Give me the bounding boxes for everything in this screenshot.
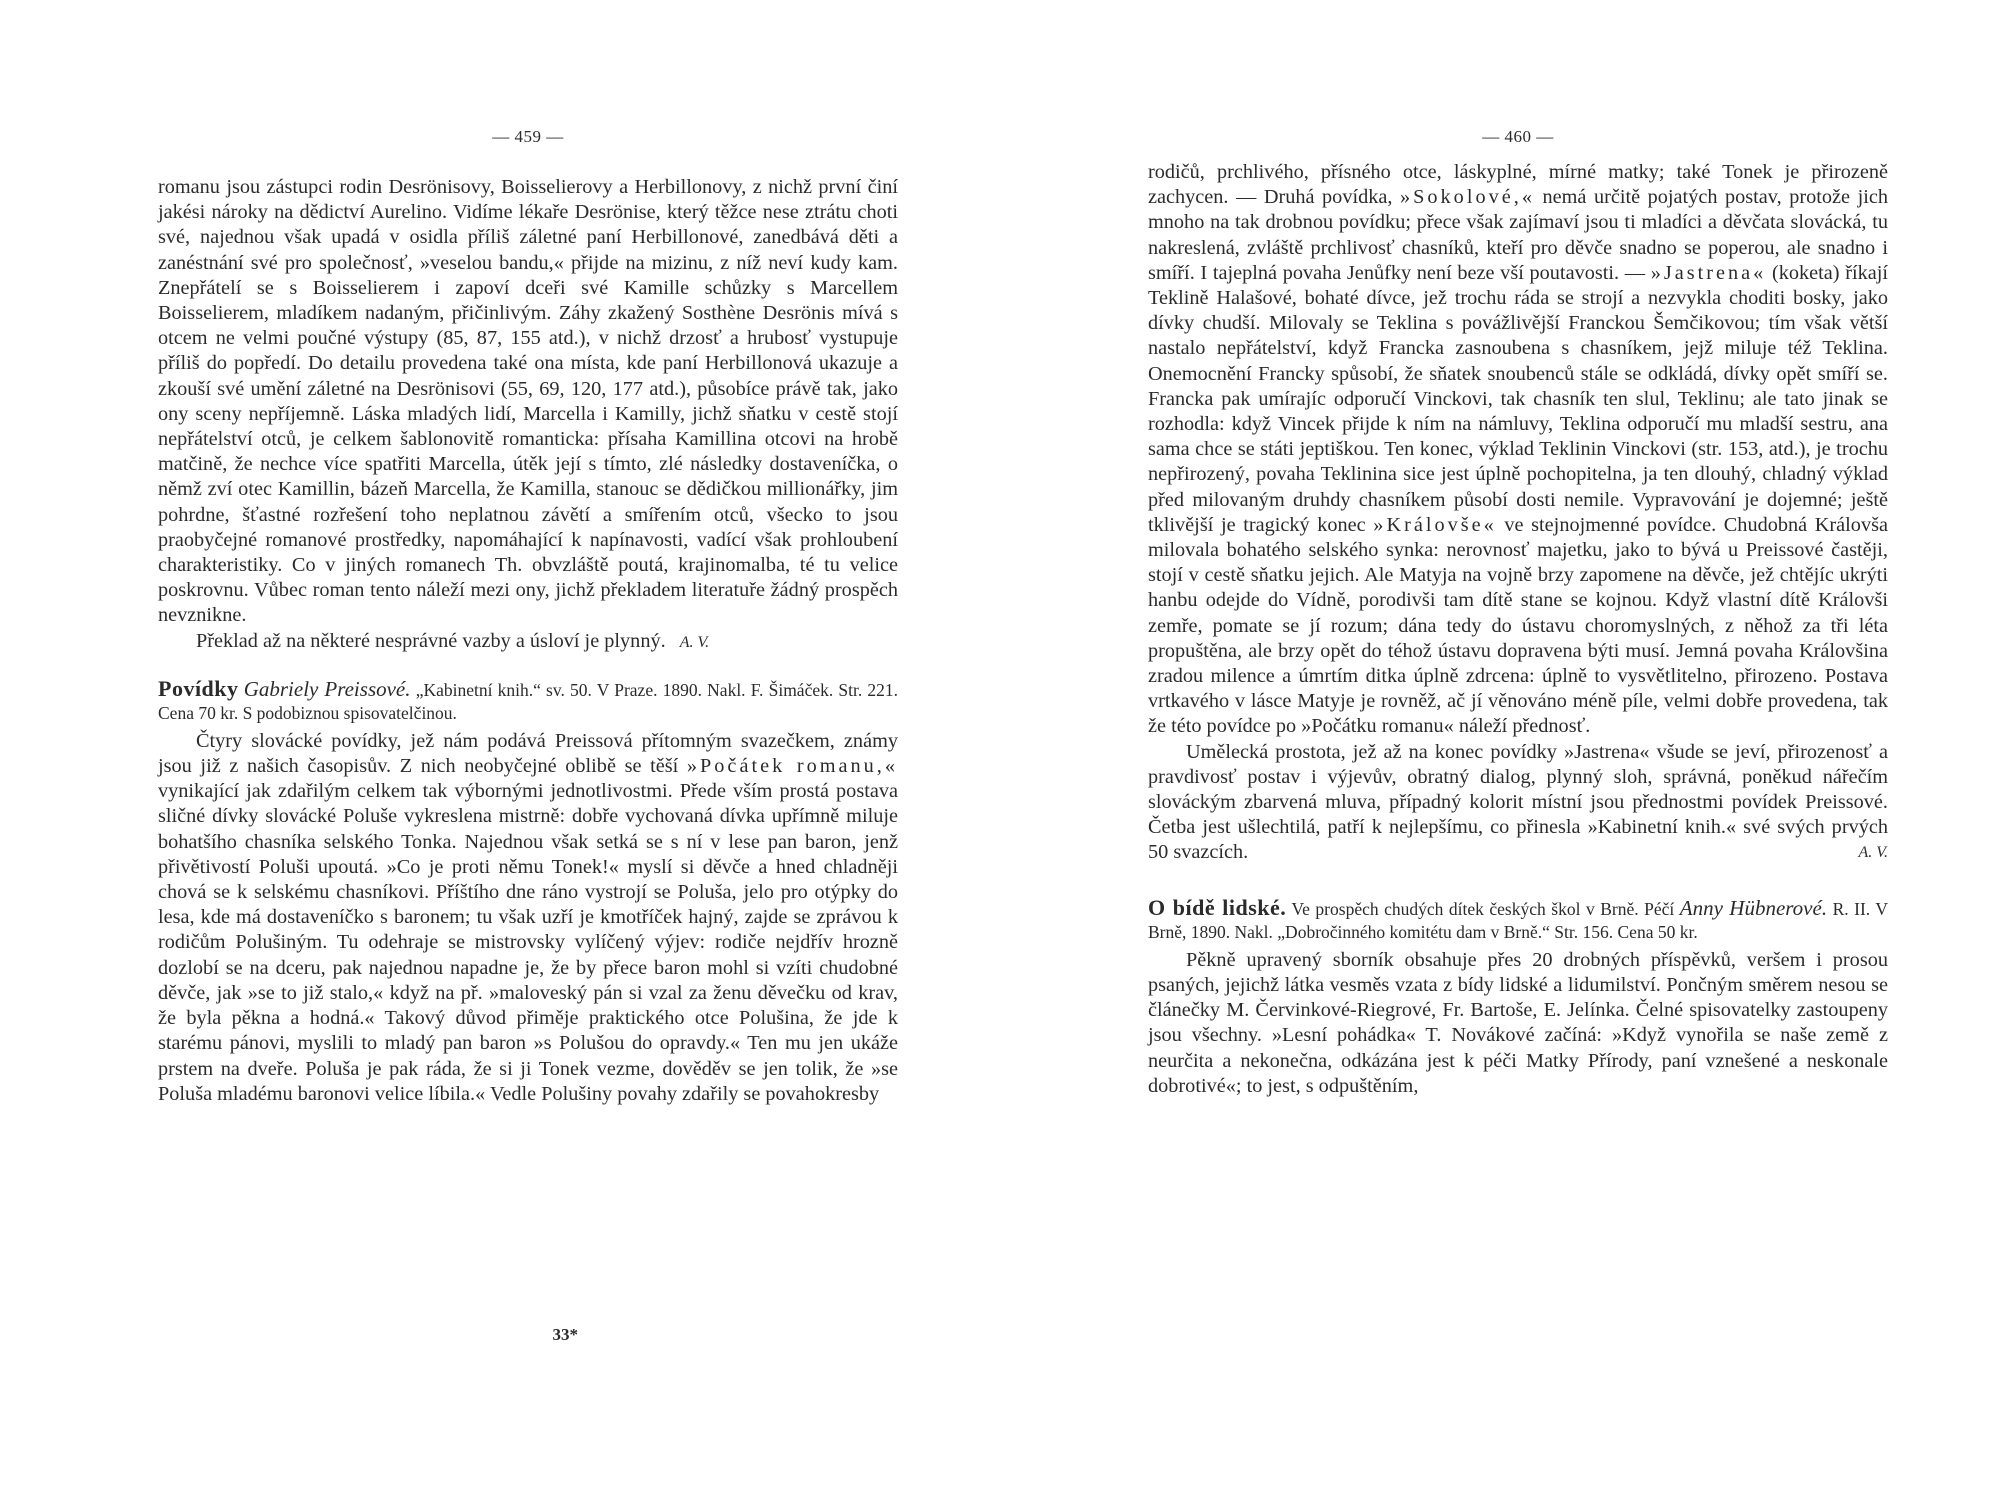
review-title: Povídky [158, 675, 239, 701]
left-text-block [158, 175, 898, 1107]
review-paragraph: Pěkně upravený sborník obsahuje přes 20 drobných příspěvků, veršem i prosou psaných, jejichž látka vesměs vzata z bídy lidské a lidumilství. Pončným směrem nesou se článečky M. Červinkové-Riegrové, Fr. Bartoše, E. Jelínka. Čelné spisovatelky zastoupeny jsou všechny. »Lesní pohádka« T. Novákové začíná: »Když vynořila se naše země z neurčita a nekonečna, odkázána jest k péči Matky Přírody, paní vznešené a neskonale dobrotivé«; to jest, s odpuštěním, [1148, 948, 1888, 1097]
review-meta-before: Ve prospěch chudých dítek českých škol v Brně. Péčí [1291, 898, 1675, 919]
review-heading [158, 677, 898, 725]
continued-text-mid1: nemá určitě pojatých postav, protože jich mnoho na tak drobnou povídku; přece však zajímaví jsou ti mladíci a děvčata slovácká, tu nakreslená, zvláště prchlivosť chasníků, kteří pro děvče snadno se poperou, ale snadno i smíří. I tajeplná povaha Jenůfky není beze vší poutavosti. — [1148, 186, 1888, 284]
continued-text-before: rodičů, prchlivého, přísného otce, láskyplné, mírné matky; také Tonek je přirozeně zachycen. — Druhá povídka, [1148, 161, 1888, 209]
closing-paragraph [1148, 740, 1888, 866]
left-page [158, 0, 898, 1500]
closing-text: Umělecká prostota, jež až na konec povídky »Jastrena« všude se jeví, přirozenosť a pravdivosť postav i výjevův, obratný dialog, plynný sloh, správná, poněkud nářečím slováckým zbarvená mluva, případný kolorit místní jsou přednostmi povídek Preissové. Četba jest ušlechtilá, patří k nejlepšímu, co přinesla »Kabinetní knih.« své svých prvých 50 svazcích. [1148, 740, 1888, 864]
right-text-block [1148, 160, 1888, 1099]
continued-text-after: ve stejnojmenné povídce. Chudobná Královša milovala bohatého selského synka: nerovnosť majetku, jako to bývá u Preissové častěji, stojí v cestě sňatku jejich. Ale Matyja na vojně brzy zapomene na děvče, jež chtějíc ukrýti hanbu odejde do Vídně, porodivši tam dítě stane se kojnou. Když vlastní dítě Královši zemře, pomate se jí rozum; dána tedy do ústavu choromyslných, z něhož za tři léta propuštěna, ale brzy opět do téhož ústavu dopravena býti musí. Jemná povaha Královšina zradou milence a úmrtím ditka úplně zdrcena: úplně to vysvětlitelno, přirozeno. Postava vrtkavého v lásce Matyje je rovněž, ač jí věnováno méně píle, velmi dobře provedena, tak že této povídce po »Počátku romanu« náleží přednosť. [1148, 513, 1888, 738]
story-title-jastrena: »Jastrena« [1650, 261, 1767, 284]
review-heading [1148, 896, 1888, 944]
reviewer-signature: A. V. [1858, 844, 1888, 862]
reviewer-signature: A. V. [679, 633, 710, 651]
review-author: Gabriely Preissové. [243, 676, 411, 701]
story-title-sokolove: »Sokolové,« [1399, 186, 1535, 209]
right-page [1148, 0, 1888, 1500]
review-text-emphasis: »Počátek romanu,« [686, 755, 899, 778]
continued-paragraph [1148, 160, 1888, 740]
translation-note-text: Překlad až na některé nesprávné vazby a úsloví je plynný. [196, 629, 666, 652]
page-number: — 459 — [492, 127, 564, 146]
continued-text-mid2: (koketa) říkají Teklině Halašové, bohaté dívce, jež trochu ráda se strojí a nezvykla choditi bosky, jako dívky chudší. Milovaly se Teklina s povážlivější Franckou Šemčikovou; tím však větší nastalo nepřátelství, když Francka zasnoubena s chasníkem, jejž miluje též Teklina. Onemocnění Francky spůsobí, že sňatek snoubenců stále se odkládá, dívky opět smíří se. Francka pak umírajíc odporučí Vinckovi, tak chasník ten slul, Teklinu; ale tato jinak se rozhodla: když Vincek přijde k ním na námluvy, Teklina odporučí mu mladší sestru, ana sama chce se státi jeptiškou. Ten konec, výklad Teklinin Vinckovi (str. 153, atd.), je trochu nepřirozený, povaha Teklinina sice jest úplně pochopitelna, ja ten dlouhý, chladný výklad před milovaným druhdy chasníkem působí dosti nemile. Vypravování je dojemné; ještě tklivější je tragický konec [1148, 261, 1888, 536]
review-paragraph [158, 729, 898, 1107]
review-text-after: vynikající jak zdařilým celkem tak výbornými jednotlivostmi. Přede vším prostá postava sličné dívky slovácké Poluše vykreslena mistrně: dobře vychovaná dívka upřímně miluje bohatšího chasníka selského Tonka. Najednou však setká se s ní v lese pan baron, jenž přivětivostí Poluši upoutá. »Co je proti němu Tonek!« myslí si děvče a hned chladněji chová se k selskému chasníkovi. Příštího dne ráno vystrojí se Poluša, jelo pro otýpky do lesa, kde má dostaveníčko s baronem; tu však uzří je kmotříček hajný, zajde se zprávou k rodičům Polušiným. Tu odehraje se mistrovsky vylíčený výjev: rodiče nejdřív hrozně dozlobí se na dceru, pak najednou napadne je, že by přece baron mohl si vzíti chudobné děvče, jak »se to již stalo,« když na př. »maloveský pán si vzal za ženu děvečku od krav, že byla pěkna a hodná.« Takový důvod přiměje praktického otce Polušina, že jde k starému pánovi, myslili to mladý pan baron »s Polušou do opravdy.« Ten mu jen ukáže prstem na dveře. Poluša je pak ráda, že si ji Tonek vezme, dověděv se jen tolik, že »se Poluša mladému baronovi velice líbila.« Vedle Polušiny povahy zdařily se povahokresby [158, 780, 898, 1105]
translation-note [158, 629, 898, 655]
review-author: Anny Hübnerové. [1679, 895, 1828, 920]
review-title: O bídě lidské. [1148, 894, 1287, 920]
review-meta-after: R. II. V Brně, 1890. Nakl. „Dobročinného komitétu dam v Brně.“ Str. 156. Cena 50 kr. [1148, 898, 1889, 942]
page-number: — 460 — [1482, 127, 1554, 146]
review-text-before: Čtyry slovácké povídky, jež nám podává Preissová přítomným svazečkem, známy jsou již z našich časopisův. Z nich neobyčejné oblibě se těší [158, 729, 898, 778]
review-meta: „Kabinetní knih.“ sv. 50. V Praze. 1890. Nakl. F. Šimáček. Str. 221. Cena 70 kr. S podobiznou spisovatelčinou. [158, 679, 899, 723]
story-title-kralovse: »Královše« [1373, 513, 1497, 536]
sheet-signature: 33* [552, 1325, 578, 1344]
continued-paragraph: romanu jsou zástupci rodin Desrönisovy, Boisselierovy a Herbillonovy, z nichž první činí jakési nároky na dědictví Aurelino. Vidíme lékaře Desrönise, který těžce nese ztrátu choti své, najednou však upadá v osidla příliš záletné paní Herbillonové, zanedbává děti a zanéstnání své pro společnosť, »veselou bandu,« přijde na mizinu, z níž neví kudy kam. Znepřátelí se s Boisselierem i zapoví dceři své Kamille schůzky s Marcellem Boisselierem, mladíkem nadaným, přičinlivým. Záhy zkažený Sosthène Desrönis mívá s otcem ne velmi poučné výstupy (85, 87, 155 atd.), v nichž drzosť a hrubosť vystupuje příliš do popředí. Do detailu provedena také ona místa, kde paní Herbillonová ukazuje a zkouší své umění záletné na Desrönisovi (55, 69, 120, 177 atd.), působíce právě tak, jako ony sceny nepříjemně. Láska mladých lidí, Marcella i Kamilly, jichž sňatku v cestě stojí nepřátelství otců, je celkem šablonovitě romanticka: přísaha Kamillina otcovi na hrobě matčině, že nechce více spatřiti Marcella, útěk její s tímto, zlé následky dostaveníčka, o němž zví otec Kamillin, bázeň Marcella, že Kamilla, stanouc se dědičkou millionářky, jim pohrdne, šťastné rozřešení toho neplatnou závětí a smířením otců, všecko to jsou praobyčejné romanové prostředky, napomáhající k napínavosti, vadící však prohloubení charakteristiky. Co v jiných romanech Th. obvzláště poutá, krajinomalba, té tu velice poskrovnu. Vůbec roman tento náleží mezi ony, jichž překladem literatuře žádný prospěch nevznikne. [158, 176, 898, 627]
